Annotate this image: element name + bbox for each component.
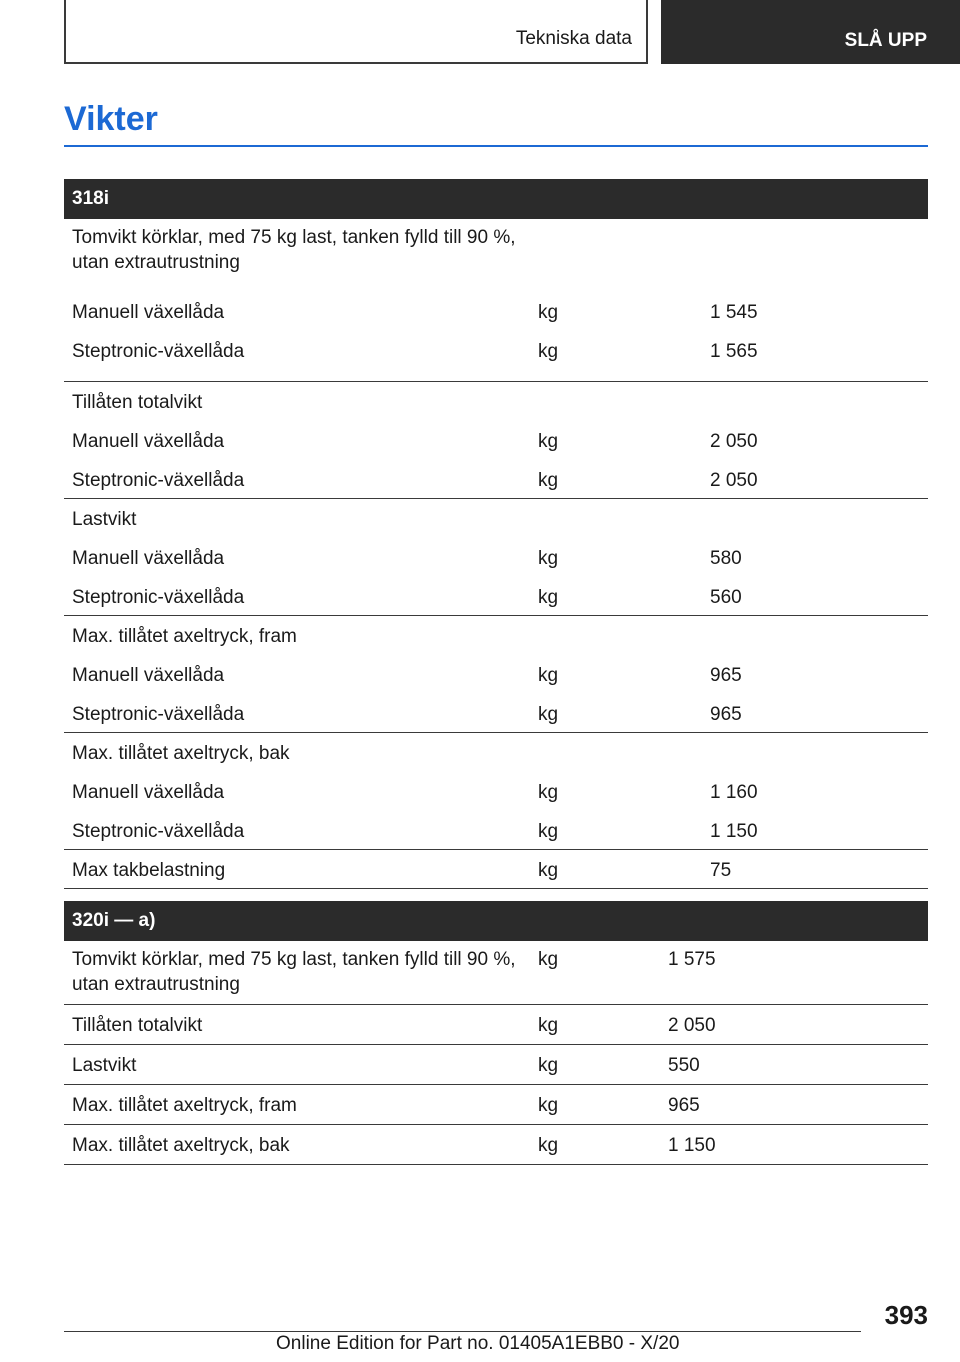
table-row — [64, 421, 928, 460]
row-label: Steptronic-växellåda — [72, 821, 245, 842]
title-divider — [64, 145, 928, 147]
row-unit: kg — [538, 949, 559, 970]
row-unit — [538, 624, 710, 655]
table-row — [64, 460, 928, 499]
row-unit: kg — [538, 1135, 559, 1156]
row-label: Steptronic-växellåda — [72, 587, 245, 608]
row-value: 965 — [668, 1095, 700, 1116]
row-unit: kg — [538, 548, 559, 569]
row-label: Tomvikt körklar, med 75 kg last, tanken fylld till 90 %, utan extrautrustning — [72, 949, 516, 995]
row-value: 1 150 — [668, 1135, 716, 1156]
section-title: Tekniska data — [515, 28, 632, 49]
row-unit: kg — [538, 341, 559, 362]
table-row — [64, 499, 928, 538]
row-label: Max. tillåtet axeltryck, fram — [72, 1095, 297, 1116]
row-label: Steptronic-växellåda — [72, 341, 245, 362]
table-318i — [64, 179, 928, 889]
row-unit: kg — [538, 1015, 559, 1036]
row-unit — [538, 507, 710, 538]
row-label: Manuell växellåda — [72, 302, 225, 323]
row-value: 1 575 — [668, 949, 716, 970]
lookup-button[interactable] — [661, 0, 960, 64]
row-label: Manuell växellåda — [72, 548, 225, 569]
table-row — [64, 577, 928, 616]
row-unit: kg — [538, 704, 559, 725]
row-label: Steptronic-växellåda — [72, 704, 245, 725]
row-label: Manuell växellåda — [72, 431, 225, 452]
table-row — [64, 219, 928, 300]
table-row — [64, 655, 928, 694]
row-label: Manuell växellåda — [72, 665, 225, 686]
row-unit: kg — [538, 782, 559, 803]
row-value: 965 — [710, 665, 742, 686]
row-unit: kg — [538, 587, 559, 608]
row-label: Tillåten totalvikt — [72, 1015, 203, 1036]
table-heading: 320i — a) — [64, 901, 928, 941]
row-value: 560 — [710, 587, 742, 608]
page-number: 393 — [884, 1300, 928, 1330]
row-label: Lastvikt — [72, 509, 137, 530]
page-title: Vikter — [64, 100, 158, 138]
lookup-button-label: SLÅ UPP — [844, 30, 927, 51]
row-unit: kg — [538, 860, 559, 881]
table-row — [64, 1005, 928, 1045]
table-row — [64, 1045, 928, 1085]
row-value: 965 — [710, 704, 742, 725]
row-unit — [538, 390, 710, 421]
table-row — [64, 616, 928, 655]
row-value: 75 — [710, 860, 732, 881]
row-value: 580 — [710, 548, 742, 569]
row-value: 550 — [668, 1055, 700, 1076]
row-unit: kg — [538, 431, 559, 452]
table-row — [64, 772, 928, 811]
row-label: Manuell växellåda — [72, 782, 225, 803]
row-label: Max takbelastning — [72, 860, 226, 881]
table-row — [64, 1125, 928, 1165]
row-unit: kg — [538, 821, 559, 842]
table-row — [64, 339, 928, 382]
row-label: Tillåten totalvikt — [72, 392, 203, 413]
table-320i — [64, 901, 928, 1165]
row-unit: kg — [538, 302, 559, 323]
row-unit: kg — [538, 470, 559, 491]
row-value: 1 565 — [710, 341, 758, 362]
table-row — [64, 811, 928, 850]
row-value: 1 150 — [710, 821, 758, 842]
table-row — [64, 382, 928, 421]
row-value: 2 050 — [668, 1015, 716, 1036]
row-label: Max. tillåtet axeltryck, bak — [72, 743, 290, 764]
row-unit: kg — [538, 1055, 559, 1076]
table-row — [64, 941, 928, 1005]
table-row — [64, 300, 928, 339]
row-label: Max. tillåtet axeltryck, bak — [72, 1135, 290, 1156]
row-unit — [538, 741, 710, 772]
table-row — [64, 1085, 928, 1125]
row-value: 2 050 — [710, 431, 758, 452]
table-row — [64, 538, 928, 577]
row-label: Steptronic-växellåda — [72, 470, 245, 491]
table-row — [64, 694, 928, 733]
row-value: 1 160 — [710, 782, 758, 803]
row-value: 2 050 — [710, 470, 758, 491]
row-value: 1 545 — [710, 302, 758, 323]
table-row — [64, 733, 928, 772]
footer-divider — [64, 1331, 861, 1332]
table-row — [64, 850, 928, 889]
table-heading: 318i — [64, 179, 928, 219]
row-label: Tomvikt körklar, med 75 kg last, tanken fylld till 90 %, utan extrautrustning — [72, 227, 516, 273]
row-label: Max. tillåtet axeltryck, fram — [72, 626, 297, 647]
row-unit: kg — [538, 665, 559, 686]
section-tab — [64, 0, 648, 64]
row-label: Lastvikt — [72, 1055, 137, 1076]
row-unit — [538, 225, 710, 300]
footer-edition: Online Edition for Part no. 01405A1EBB0 - X/20 — [276, 1333, 680, 1354]
row-unit: kg — [538, 1095, 559, 1116]
